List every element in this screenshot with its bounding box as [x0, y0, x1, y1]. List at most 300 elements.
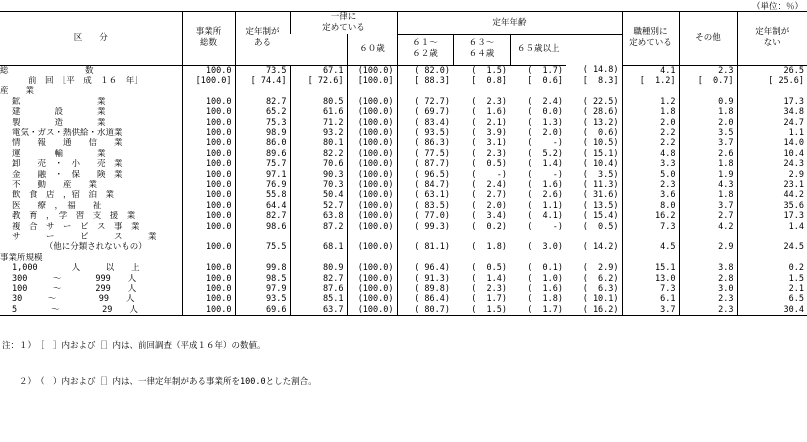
cell: 52.7 [290, 201, 347, 211]
header-age-group: 定年年齢 [397, 12, 622, 35]
cell: (100.0) [347, 211, 397, 221]
cell: 2.3 [679, 294, 737, 304]
cell: [ 88.3] [397, 76, 453, 86]
cell: 5.0 [622, 170, 679, 180]
cell: 3.6 [622, 190, 679, 200]
cell: ( 96.4) [397, 263, 453, 273]
cell: 100.0 [182, 170, 235, 180]
row-label-text: 卸 売 ・ 小 売 業 [12, 159, 123, 170]
cell: ( 83.4) [397, 118, 453, 128]
cell: 2.2 [622, 128, 679, 138]
cell: 98.9 [235, 128, 290, 138]
row-label-text: （他に分類されないもの） [44, 242, 147, 253]
row-label-text: 電気・ガス・熱供給・水道業 [12, 127, 123, 138]
cell: (100.0) [347, 284, 397, 294]
cell: 4.5 [622, 232, 679, 253]
cell: 4.8 [622, 149, 679, 159]
table-row [0, 294, 807, 304]
table-row [0, 211, 807, 221]
row-label [0, 118, 182, 128]
cell: ( 1.6) [471, 107, 508, 118]
cell: ( 3.1) [471, 138, 508, 149]
cell: 82.7 [235, 97, 290, 107]
cell [397, 86, 453, 96]
cell: ( 5.2) [527, 148, 564, 159]
cell: [ 8.3] [582, 75, 619, 86]
cell: ( 0.5) [582, 221, 619, 232]
cell [347, 253, 397, 263]
cell: [ 72.6] [290, 76, 347, 86]
cell: 80.5 [290, 97, 347, 107]
table-row [0, 76, 807, 86]
table-row [0, 263, 807, 273]
cell: 100.0 [182, 159, 235, 169]
cell: (100.0) [347, 149, 397, 159]
cell: ( 28.6) [582, 107, 619, 118]
cell: ( 1.3) [527, 117, 564, 128]
cell [510, 86, 566, 96]
cell: (100.0) [347, 138, 397, 148]
cell: 63.8 [290, 211, 347, 221]
cell: 1.8 [622, 107, 679, 117]
cell: ( 83.5) [397, 201, 453, 211]
cell: ( 13.2) [582, 117, 619, 128]
cell: 1.2 [622, 97, 679, 107]
cell [182, 253, 235, 263]
cell: ( 1.6) [527, 179, 564, 190]
row-label [0, 253, 182, 263]
cell: 1.9 [679, 170, 737, 180]
table-row [0, 138, 807, 148]
cell [622, 253, 679, 263]
cell: 82.7 [235, 211, 290, 221]
table-body [0, 65, 807, 316]
cell: ( -) [527, 138, 564, 149]
cell: 100.0 [182, 284, 235, 294]
cell: 7.3 [622, 222, 679, 232]
cell: ( 4.1) [527, 211, 564, 222]
cell: 100.0 [182, 263, 235, 273]
cell: 35.6 [737, 201, 807, 211]
row-label-text: 30 ～ 99 人 [12, 294, 135, 305]
table-row [0, 190, 807, 200]
cell: ( 0.1) [527, 263, 564, 274]
row-label [0, 222, 182, 232]
cell: [ 0.7] [679, 76, 737, 86]
cell: 50.4 [290, 190, 347, 200]
cell: 17.3 [737, 211, 807, 221]
cell: 97.1 [235, 170, 290, 180]
cell [347, 86, 397, 96]
header-establishments: 事業所 総数 [182, 12, 235, 66]
cell: 75.5 [235, 232, 290, 253]
header-age65plus: ６５歳以上 [510, 34, 566, 65]
cell: ( 14.8) [582, 65, 619, 76]
table-row [0, 274, 807, 284]
cell: 13.0 [622, 274, 679, 284]
cell: 85.1 [290, 294, 347, 304]
row-label-text: サ ー ビ ス 業 [12, 232, 157, 242]
table-row [0, 86, 807, 96]
row-label [0, 76, 182, 86]
row-label [0, 159, 182, 169]
cell: ( 3.0) [527, 242, 564, 253]
row-label [0, 284, 182, 294]
cell: 73.5 [235, 65, 290, 76]
header-no-retirement: 定年制が ない [737, 12, 807, 66]
cell [182, 86, 235, 96]
cell: ( 63.1) [397, 190, 453, 200]
cell: 3.7 [622, 305, 679, 316]
cell: 86.0 [235, 138, 290, 148]
cell: ( 0.2) [471, 221, 508, 232]
cell: [ 1.2] [622, 76, 679, 86]
cell: 100.0 [182, 149, 235, 159]
table-row [0, 170, 807, 180]
cell: 99.8 [235, 263, 290, 273]
cell: 1.8 [679, 190, 737, 200]
cell: ( 2.6) [527, 190, 564, 201]
cell: 6.1 [622, 294, 679, 304]
cell: ( 93.5) [397, 128, 453, 138]
cell: 97.9 [235, 284, 290, 294]
cell: 0.9 [679, 97, 737, 107]
cell: ( 13.5) [582, 200, 619, 211]
cell: ( 1.4) [527, 159, 564, 170]
cell: 80.1 [290, 138, 347, 148]
row-label [0, 263, 182, 273]
row-label [0, 274, 182, 284]
cell: ( 11.3) [582, 179, 619, 190]
table-row [0, 149, 807, 159]
cell: ( 69.7) [397, 107, 453, 117]
cell: 100.0 [182, 274, 235, 284]
cell: ( 2.0) [527, 127, 564, 138]
cell: 3.8 [679, 263, 737, 273]
cell: ( 1.5) [471, 65, 508, 76]
cell: ( 16.2) [566, 305, 622, 316]
cell: 82.2 [290, 149, 347, 159]
cell: [100.0] [347, 76, 397, 86]
cell: ( 2.4) [471, 179, 508, 190]
cell: 100.0 [182, 190, 235, 200]
cell: ( 3.5) [582, 169, 619, 180]
row-label-text: 飲 食 店 ，宿 泊 業 [12, 190, 115, 201]
cell: ( 1.8) [471, 242, 508, 253]
cell: 4.1 [622, 65, 679, 76]
cell: [ 0.6] [527, 75, 564, 86]
row-label-text: 300 ～ 999 人 [12, 273, 137, 284]
header-other: その他 [679, 12, 737, 66]
cell: 2.9 [737, 170, 807, 180]
cell: 10.4 [737, 149, 807, 159]
cell: 7.3 [622, 284, 679, 294]
cell: 1.5 [737, 274, 807, 284]
cell: ( 91.3) [397, 274, 453, 284]
cell: 93.2 [290, 128, 347, 138]
cell: 8.0 [622, 201, 679, 211]
cell: ( 0.6) [582, 127, 619, 138]
cell: (100.0) [347, 170, 397, 180]
cell: ( 2.3) [471, 284, 508, 295]
cell: 2.0 [679, 118, 737, 128]
cell: 23.1 [737, 180, 807, 190]
cell: ( 2.0) [471, 200, 508, 211]
cell: 90.3 [290, 170, 347, 180]
cell: 69.6 [235, 305, 290, 316]
cell: 17.3 [737, 97, 807, 107]
cell [566, 253, 622, 263]
cell: [ 25.6] [737, 76, 807, 86]
cell: [ 0.8] [471, 75, 508, 86]
cell: ( 2.4) [527, 96, 564, 107]
cell [566, 86, 622, 96]
row-label [0, 201, 182, 211]
row-label-text: 産 業 [0, 86, 35, 97]
cell: 89.6 [235, 149, 290, 159]
cell: 71.2 [290, 118, 347, 128]
cell: 24.7 [737, 118, 807, 128]
footnotes [2, 316, 317, 412]
cell [510, 253, 566, 263]
cell [453, 253, 510, 263]
row-label [0, 232, 182, 253]
cell: 4.3 [679, 180, 737, 190]
cell: ( 87.7) [397, 159, 453, 169]
cell: 98.5 [235, 274, 290, 284]
row-label-text: 事業所規模 [0, 252, 43, 263]
cell: [100.0] [182, 76, 235, 86]
row-label [0, 170, 182, 180]
cell: 100.0 [182, 232, 235, 253]
cell [622, 86, 679, 96]
cell: 100.0 [182, 97, 235, 107]
cell: ( 15.4) [582, 211, 619, 222]
cell: ( 1.8) [527, 294, 564, 305]
cell: 2.3 [679, 65, 737, 76]
footnote-1: 注：１） ［ ］内および［］内は、前回調査（平成１６年）の数値。 [2, 341, 266, 351]
cell: 2.0 [622, 118, 679, 128]
cell: 63.7 [290, 305, 347, 316]
cell: 2.7 [679, 211, 737, 221]
retirement-table [0, 11, 807, 316]
cell: 100.0 [182, 180, 235, 190]
row-label-text: 不 動 産 業 [12, 179, 98, 190]
cell: 2.3 [679, 305, 737, 316]
cell [453, 86, 510, 96]
header-has-retirement: 定年制が ある [235, 12, 290, 66]
cell: 1.8 [679, 159, 737, 169]
cell: ( 2.7) [471, 190, 508, 201]
cell: 93.5 [235, 294, 290, 304]
cell: 70.3 [290, 180, 347, 190]
table-row [0, 305, 807, 316]
cell: ( 1.6) [527, 284, 564, 295]
header-by-job: 職種別に 定めている [622, 12, 679, 66]
row-label-text: 鉱 業 [12, 96, 106, 107]
cell: 75.7 [235, 159, 290, 169]
cell: 100.0 [182, 128, 235, 138]
cell: ( 31.6) [582, 190, 619, 201]
cell: 100.0 [182, 305, 235, 316]
cell: ( 6.2) [582, 273, 619, 284]
cell: ( 82.0) [397, 65, 453, 76]
row-label-text: 医 療 ， 福 祉 [12, 200, 102, 211]
cell: 3.7 [679, 201, 737, 211]
cell: 4.2 [679, 222, 737, 232]
cell: 55.8 [235, 190, 290, 200]
header-age63-64: ６３～ ６４歳 [453, 34, 510, 65]
table-row [0, 97, 807, 107]
cell: ( 10.5) [582, 138, 619, 149]
cell: 65.2 [235, 107, 290, 117]
cell: 26.5 [737, 65, 807, 76]
header-category: 区 分 [0, 12, 182, 66]
row-label-text: 教 育 ， 学 習 支 援 業 [12, 211, 136, 222]
cell: ( 86.3) [397, 138, 453, 148]
cell: ( -) [527, 221, 564, 232]
cell: 16.2 [622, 211, 679, 221]
cell: ( 3.9) [471, 127, 508, 138]
cell: 100.0 [182, 211, 235, 221]
row-label [0, 180, 182, 190]
table-row [0, 107, 807, 117]
cell: ( 2.1) [471, 117, 508, 128]
row-label [0, 138, 182, 148]
header-age60: ６０歳 [347, 34, 397, 65]
cell: 100.0 [182, 201, 235, 211]
cell: 76.9 [235, 180, 290, 190]
footnote-2: ２） （ ）内および［］内は、一律定年制がある事業所を100.0とした割合。 [2, 377, 317, 387]
cell: 30.4 [737, 305, 807, 316]
cell: 3.0 [679, 284, 737, 294]
cell: 14.0 [737, 138, 807, 148]
table-row [0, 201, 807, 211]
cell: ( 2.9) [582, 263, 619, 274]
cell: (100.0) [347, 97, 397, 107]
cell: ( 1.7) [527, 65, 564, 76]
cell: 80.9 [290, 263, 347, 273]
cell: 6.5 [737, 294, 807, 304]
cell: 2.1 [737, 284, 807, 294]
row-label-text: 前 回 ［平 成 １６ 年］ [28, 75, 143, 86]
cell: (100.0) [347, 190, 397, 200]
cell: 2.8 [679, 274, 737, 284]
row-label-text: 運 輸 業 [12, 148, 106, 159]
row-label-text: 総 数 [0, 65, 94, 76]
table-row [0, 180, 807, 190]
table-row [0, 118, 807, 128]
row-label [0, 294, 182, 304]
cell: 87.2 [290, 222, 347, 232]
cell: 100.0 [182, 294, 235, 304]
cell [679, 253, 737, 263]
cell: 3.7 [679, 138, 737, 148]
cell: ( 96.5) [397, 170, 453, 180]
cell: 100.0 [182, 222, 235, 232]
cell: 2.6 [679, 149, 737, 159]
cell: 34.8 [737, 107, 807, 117]
cell: (100.0) [347, 201, 397, 211]
cell: 15.1 [622, 263, 679, 273]
row-label-text: 製 造 業 [12, 117, 106, 128]
unit-label: （単位：％） [751, 2, 803, 12]
cell: 98.6 [235, 222, 290, 232]
table-row [0, 65, 807, 76]
cell: 1.1 [737, 128, 807, 138]
row-label-text: 5 ～ 29 人 [12, 304, 138, 315]
row-label [0, 190, 182, 200]
header-uniform: 一律に 定めている [290, 12, 397, 35]
cell: ( 77.0) [397, 211, 453, 221]
cell: ( 2.3) [471, 148, 508, 159]
cell: (100.0) [347, 222, 397, 232]
cell: (100.0) [347, 263, 397, 273]
cell: ( 15.1) [582, 148, 619, 159]
cell: ( 86.4) [397, 294, 453, 304]
cell: 61.6 [290, 107, 347, 117]
table-row [0, 253, 807, 263]
cell: 2.3 [622, 180, 679, 190]
cell: (100.0) [347, 159, 397, 169]
cell: 3.3 [622, 159, 679, 169]
row-label [0, 97, 182, 107]
row-label-text: 1,000 人 以 上 [12, 263, 140, 274]
cell: ( -) [471, 169, 508, 180]
cell: 100.0 [182, 118, 235, 128]
cell: ( 81.1) [397, 232, 453, 253]
cell: (100.0) [347, 294, 397, 304]
cell: 100.0 [182, 65, 235, 76]
cell [290, 253, 347, 263]
cell: 75.3 [235, 118, 290, 128]
cell: ( -) [527, 169, 564, 180]
row-label-text: 金 融 ・ 保 険 業 [12, 169, 123, 180]
cell: (100.0) [347, 65, 397, 76]
cell [737, 253, 807, 263]
cell: ( 89.8) [397, 284, 453, 294]
cell: 0.2 [737, 263, 807, 273]
row-label [0, 211, 182, 221]
table-row [0, 159, 807, 169]
cell: ( 0.5) [471, 263, 508, 274]
cell [397, 253, 453, 263]
cell: (100.0) [347, 118, 397, 128]
cell: ( 80.7) [397, 305, 453, 316]
cell: ( 77.5) [397, 149, 453, 159]
cell [737, 86, 807, 96]
cell: 87.6 [290, 284, 347, 294]
cell: ( 14.2) [582, 242, 619, 253]
cell: 64.4 [235, 201, 290, 211]
cell: 100.0 [182, 138, 235, 148]
cell: ( 22.5) [582, 96, 619, 107]
cell: [ 74.4] [235, 76, 290, 86]
cell: ( 10.4) [582, 159, 619, 170]
cell [290, 86, 347, 96]
cell: 3.5 [679, 128, 737, 138]
cell: 67.1 [290, 65, 347, 76]
cell: ( 1.7) [471, 294, 508, 305]
row-label-text: 複 合 サ ー ビ ス 事 業 [12, 221, 140, 232]
cell: 82.7 [290, 274, 347, 284]
cell: ( 0.5) [471, 159, 508, 170]
cell: (100.0) [347, 232, 397, 253]
cell: (100.0) [347, 305, 397, 316]
cell: 24.3 [737, 159, 807, 169]
row-label [0, 305, 182, 316]
cell: ( 84.7) [397, 180, 453, 190]
